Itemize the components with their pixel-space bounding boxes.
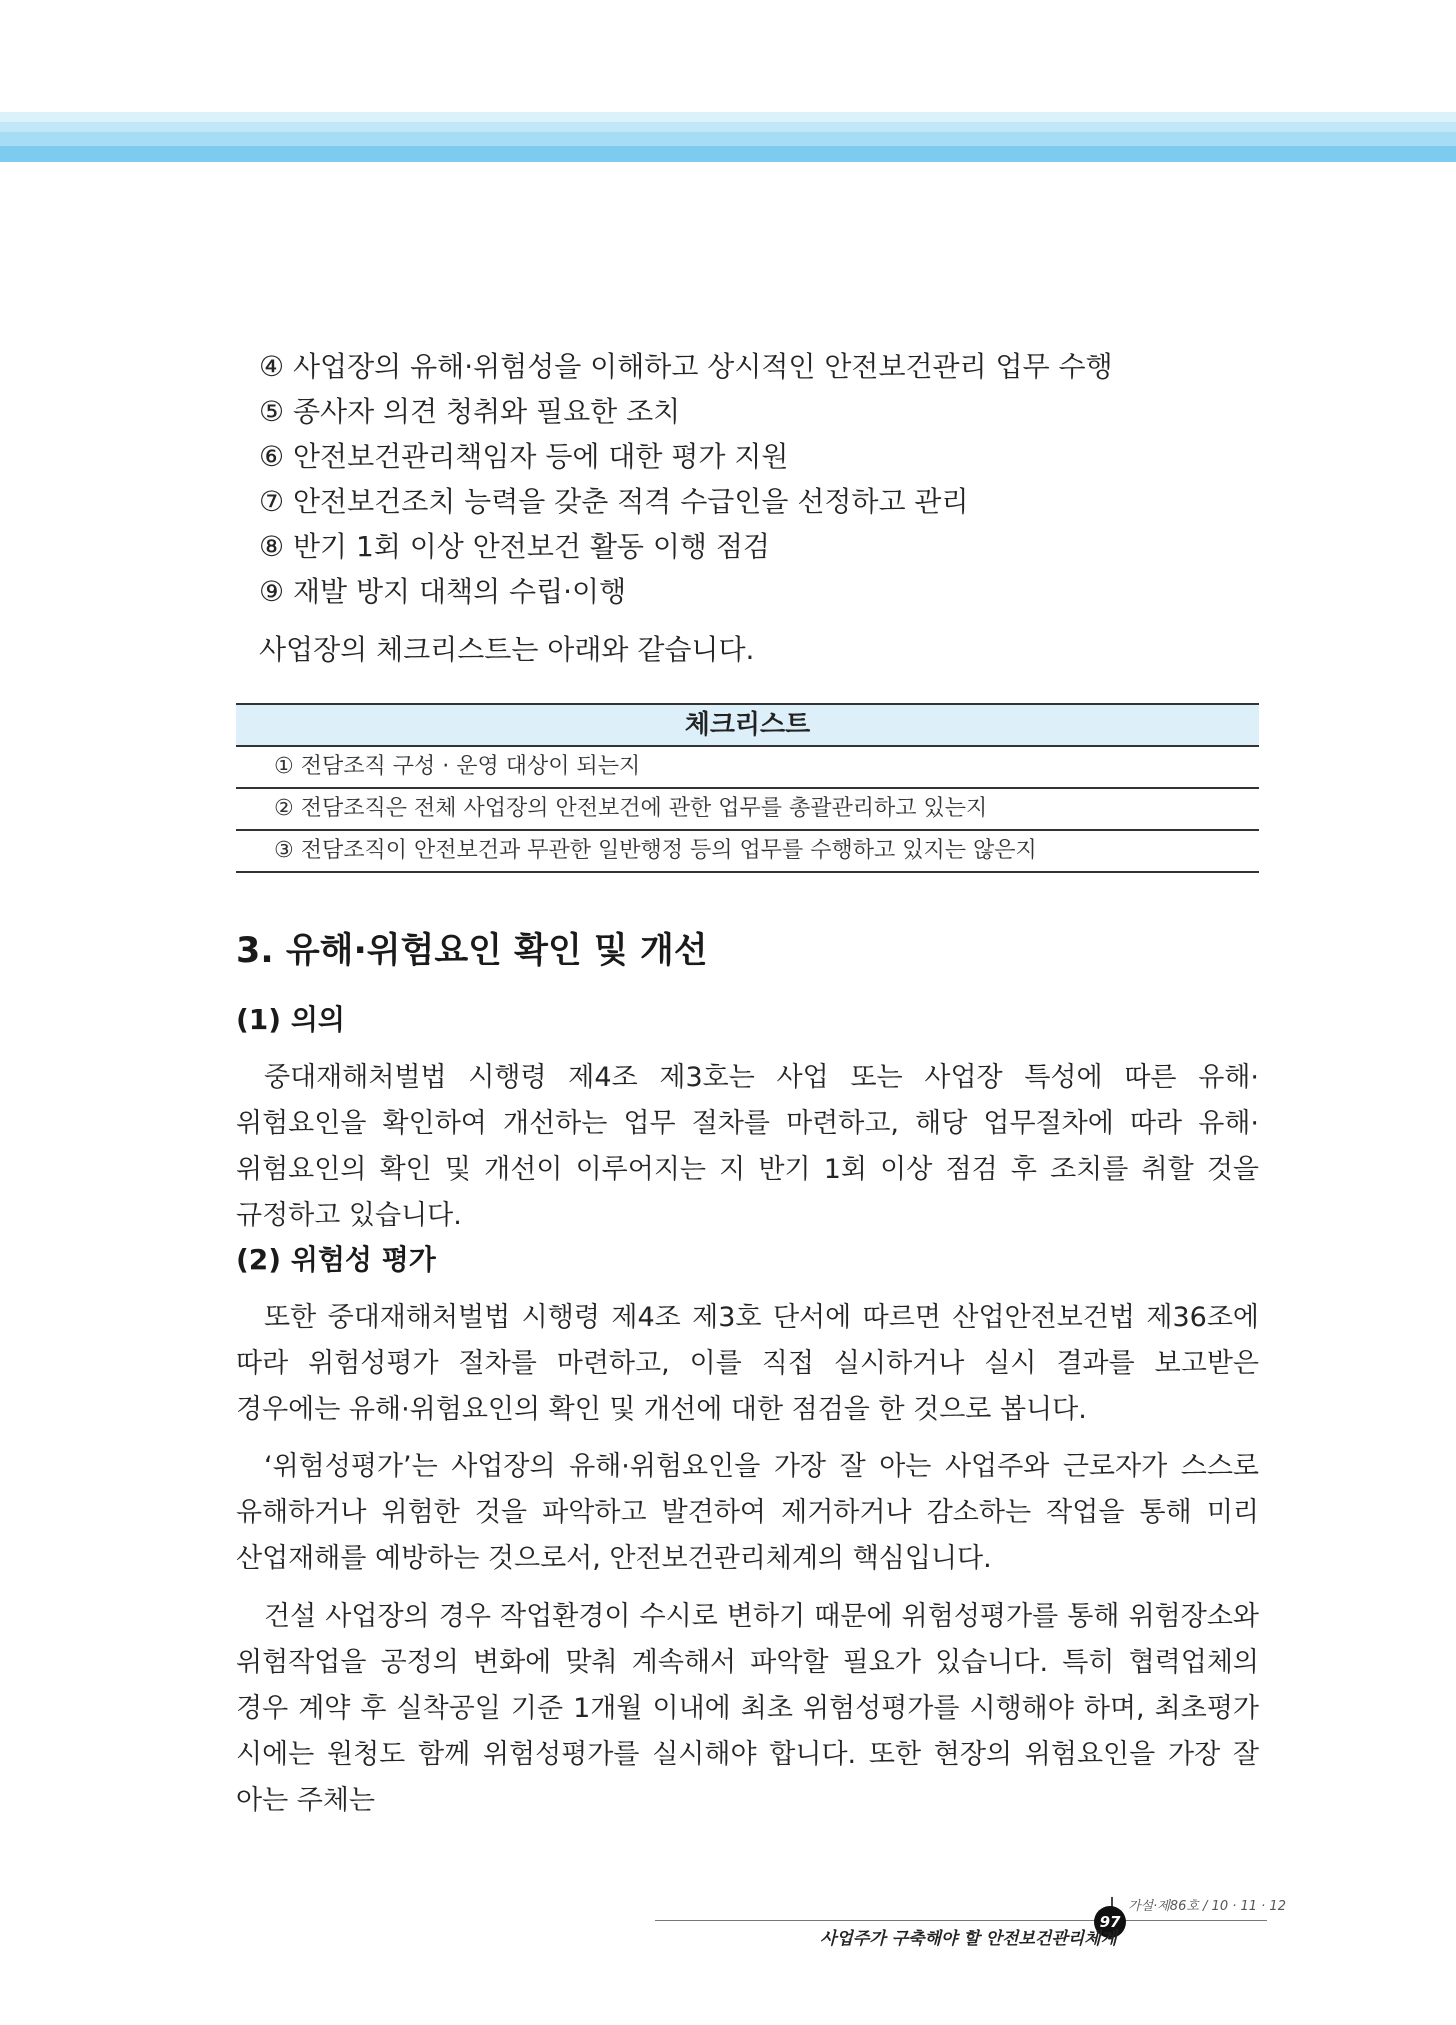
header-band — [0, 132, 1456, 146]
header-band — [0, 122, 1456, 132]
list-item: ⑦ 안전보건조치 능력을 갖춘 적격 수급인을 선정하고 관리 — [259, 485, 969, 518]
subsection-title: (1) 의의 — [236, 1003, 345, 1036]
header-band — [0, 146, 1456, 162]
footer-divider — [655, 1920, 1267, 1921]
list-item: ⑥ 안전보건관리책임자 등에 대한 평가 지원 — [259, 440, 789, 473]
paragraph: 또한 중대재해처벌법 시행령 제4조 제3호 단서에 따르면 산업안전보건법 제36조에 따라 위험성평가 절차를 마련하고, 이를 직접 실시하거나 실시 결과를 보고받은 경우에는 유해·위험요인의 확인 및 개선에 대한 점검을 한 것으로 봅니다. — [236, 1302, 1259, 1425]
list-item: ⑤ 종사자 의견 청취와 필요한 조치 — [259, 395, 681, 428]
header-band — [0, 112, 1456, 122]
issue-info: 가설·제86호 / 10 · 11 · 12 — [1128, 1899, 1286, 1914]
subsection-title: (2) 위험성 평가 — [236, 1243, 436, 1276]
checklist-title: 체크리스트 — [236, 703, 1259, 747]
duty-list — [259, 344, 1113, 614]
checklist-intro: 사업장의 체크리스트는 아래와 같습니다. — [259, 633, 755, 666]
running-title: 사업주가 구축해야 할 안전보건관리체계 — [820, 1929, 1117, 1949]
section-title: 3. 유해·위험요인 확인 및 개선 — [236, 931, 708, 971]
list-item: ⑨ 재발 방지 대책의 수립·이행 — [259, 575, 627, 608]
checklist-row: ③ 전담조직이 안전보건과 무관한 일반행정 등의 업무를 수행하고 있지는 않은지 — [236, 831, 1259, 873]
list-item: ⑧ 반기 1회 이상 안전보건 활동 이행 점검 — [259, 530, 770, 563]
paragraph: ‘위험성평가’는 사업장의 유해·위험요인을 가장 잘 아는 사업주와 근로자가 스스로 유해하거나 위험한 것을 파악하고 발견하여 제거하거나 감소하는 작업을 통해 미리 산업재해를 예방하는 것으로서, 안전보건관리체계의 핵심입니다. — [236, 1451, 1259, 1574]
checklist-row: ① 전담조직 구성 · 운영 대상이 되는지 — [236, 747, 1259, 789]
checklist-row: ② 전담조직은 전체 사업장의 안전보건에 관한 업무를 총괄관리하고 있는지 — [236, 789, 1259, 831]
checklist-table — [236, 703, 1259, 873]
page-number: 97 — [1094, 1906, 1126, 1938]
paragraph: 건설 사업장의 경우 작업환경이 수시로 변하기 때문에 위험성평가를 통해 위험장소와 위험작업을 공정의 변화에 맞춰 계속해서 파악할 필요가 있습니다. 특히 협력업체의 경우 계약 후 실착공일 기준 1개월 이내에 최초 위험성평가를 시행해야 하며, 최초평가 시에는 원청도 함께 위험성평가를 실시해야 합니다. 또한 현장의 위험요인을 가장 잘 아는 주체는 — [236, 1601, 1259, 1816]
list-item: ④ 사업장의 유해·위험성을 이해하고 상시적인 안전보건관리 업무 수행 — [259, 350, 1113, 383]
paragraph: 중대재해처벌법 시행령 제4조 제3호는 사업 또는 사업장 특성에 따른 유해·위험요인을 확인하여 개선하는 업무 절차를 마련하고, 해당 업무절차에 따라 유해·위험요인의 확인 및 개선이 이루어지는 지 반기 1회 이상 점검 후 조치를 취할 것을 규정하고 있습니다. — [236, 1062, 1259, 1231]
